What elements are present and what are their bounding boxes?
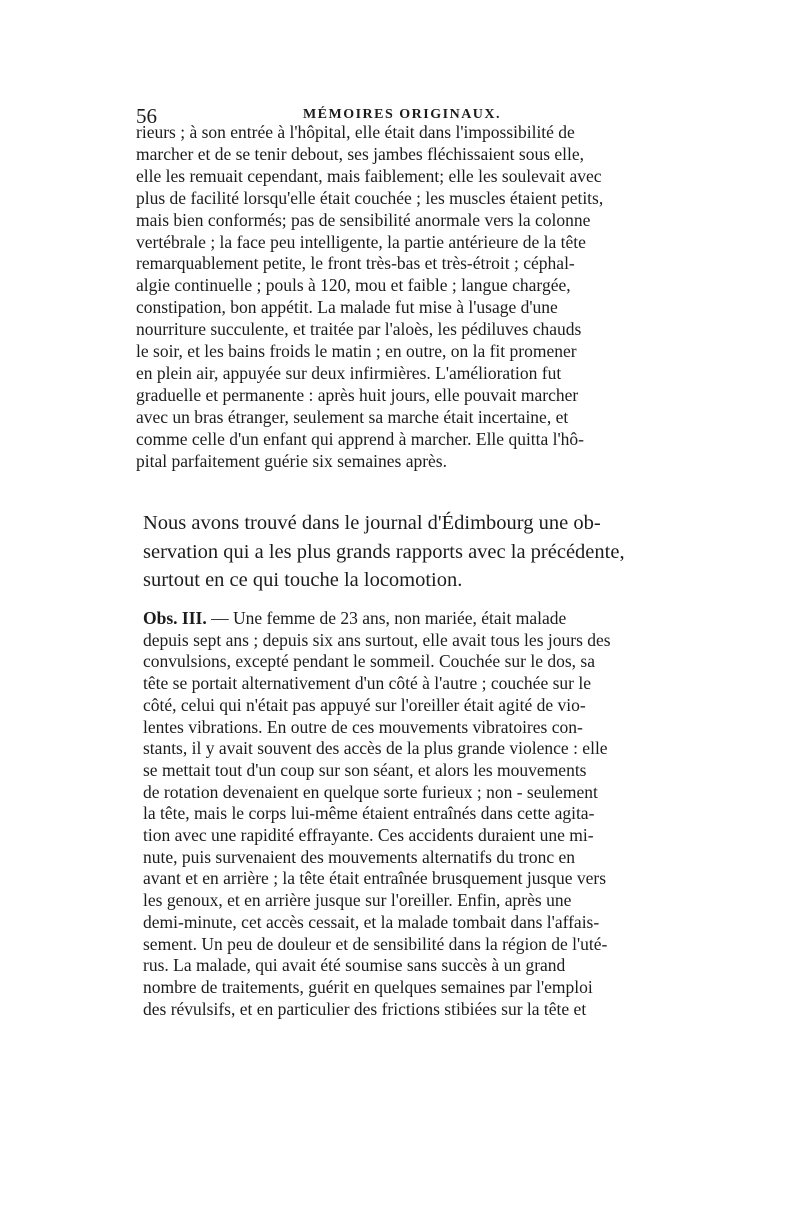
text-line: elle les remuait cependant, mais faiblement; elle les soulevait avec — [136, 165, 602, 186]
text-line: pital parfaitement guérie six semaines après. — [136, 450, 447, 471]
text-line: rus. La malade, qui avait été soumise sans succès à un grand — [143, 955, 566, 976]
paragraph-3 — [143, 608, 668, 1020]
text-line: tion avec une rapidité effrayante. Ces accidents duraient une mi- — [143, 825, 594, 846]
text-line: constipation, bon appétit. La malade fut mise à l'usage d'une — [136, 297, 558, 318]
page-number: 56 — [136, 104, 157, 128]
running-title: MÉMOIRES ORIGINAUX. — [302, 107, 502, 122]
text-line: depuis sept ans ; depuis six ans surtout, elle avait tous les jours des — [143, 629, 611, 650]
text-line: graduelle et permanente : après huit jours, elle pouvait marcher — [136, 384, 579, 405]
text-line: côté, celui qui n'était pas appuyé sur l'oreiller était agité de vio- — [143, 694, 586, 715]
text-line: convulsions, excepté pendant le sommeil. Couchée sur le dos, sa — [143, 651, 595, 672]
text-line: sement. Un peu de douleur et de sensibilité dans la région de l'uté- — [143, 933, 608, 954]
text-line: vertébrale ; la face peu intelligente, la partie antérieure de la tête — [136, 231, 586, 252]
text-line: demi-minute, cet accès cessait, et la malade tombait dans l'affais- — [143, 911, 600, 932]
text-line: en plein air, appuyée sur deux infirmières. L'amélioration fut — [136, 362, 562, 383]
text-line: rieurs ; à son entrée à l'hôpital, elle était dans l'impossibilité de — [136, 122, 575, 142]
text-line: mais bien conformés; pas de sensibilité anormale vers la colonne — [136, 209, 591, 230]
text-line: le soir, et les bains froids le matin ; en outre, on la fit promener — [136, 341, 577, 362]
text-line: des révulsifs, et en particulier des frictions stibiées sur la tête et — [143, 998, 587, 1019]
text-line: nute, puis survenaient des mouvements alternatifs du tronc en — [143, 846, 576, 867]
text-line: stants, il y avait souvent des accès de la plus grande violence : elle — [143, 738, 608, 759]
text-line: nombre de traitements, guérit en quelques semaines par l'emploi — [143, 976, 593, 997]
text-line: la tête, mais le corps lui-même étaient entraînés dans cette agita- — [143, 803, 595, 824]
text-line: plus de facilité lorsqu'elle était couchée ; les muscles étaient petits, — [136, 187, 604, 208]
text-line: marcher et de se tenir debout, ses jambes fléchissaient sous elle, — [136, 143, 585, 164]
text-line: tête se portait alternativement d'un côté à l'autre ; couchée sur le — [143, 673, 591, 694]
text-line: avec un bras étranger, seulement sa marche était incertaine, et — [136, 406, 569, 427]
text-line: les genoux, et en arrière jusque sur l'oreiller. Enfin, après une — [143, 890, 572, 911]
text-line-content: — Une femme de 23 ans, non mariée, était malade — [211, 608, 567, 628]
observation-label: Obs. III. — [143, 608, 207, 628]
text-line: algie continuelle ; pouls à 120, mou et faible ; langue chargée, — [136, 275, 571, 296]
text-line: remarquablement petite, le front très-bas et très-étroit ; céphal- — [136, 253, 575, 274]
text-line: nourriture succulente, et traitée par l'aloès, les pédiluves chauds — [136, 319, 582, 340]
text-line: lentes vibrations. En outre de ces mouvements vibratoires con- — [143, 716, 583, 737]
paragraph-2 — [143, 509, 668, 595]
paragraph-1 — [136, 122, 668, 473]
text-line: Nous avons trouvé dans le journal d'Édimbourg une ob- — [143, 512, 601, 534]
text-line: comme celle d'un enfant qui apprend à marcher. Elle quitta l'hô- — [136, 428, 585, 449]
text-line: avant et en arrière ; la tête était entraînée brusquement jusque vers — [143, 868, 607, 889]
text-line: de rotation devenaient en quelque sorte furieux ; non - seulement — [143, 781, 598, 802]
text-line: se mettait tout d'un coup sur son séant, et alors les mouvements — [143, 759, 587, 780]
text-line — [143, 608, 668, 630]
text-line: surtout en ce qui touche la locomotion. — [143, 569, 463, 591]
text-line: servation qui a les plus grands rapports avec la précédente, — [143, 540, 625, 563]
